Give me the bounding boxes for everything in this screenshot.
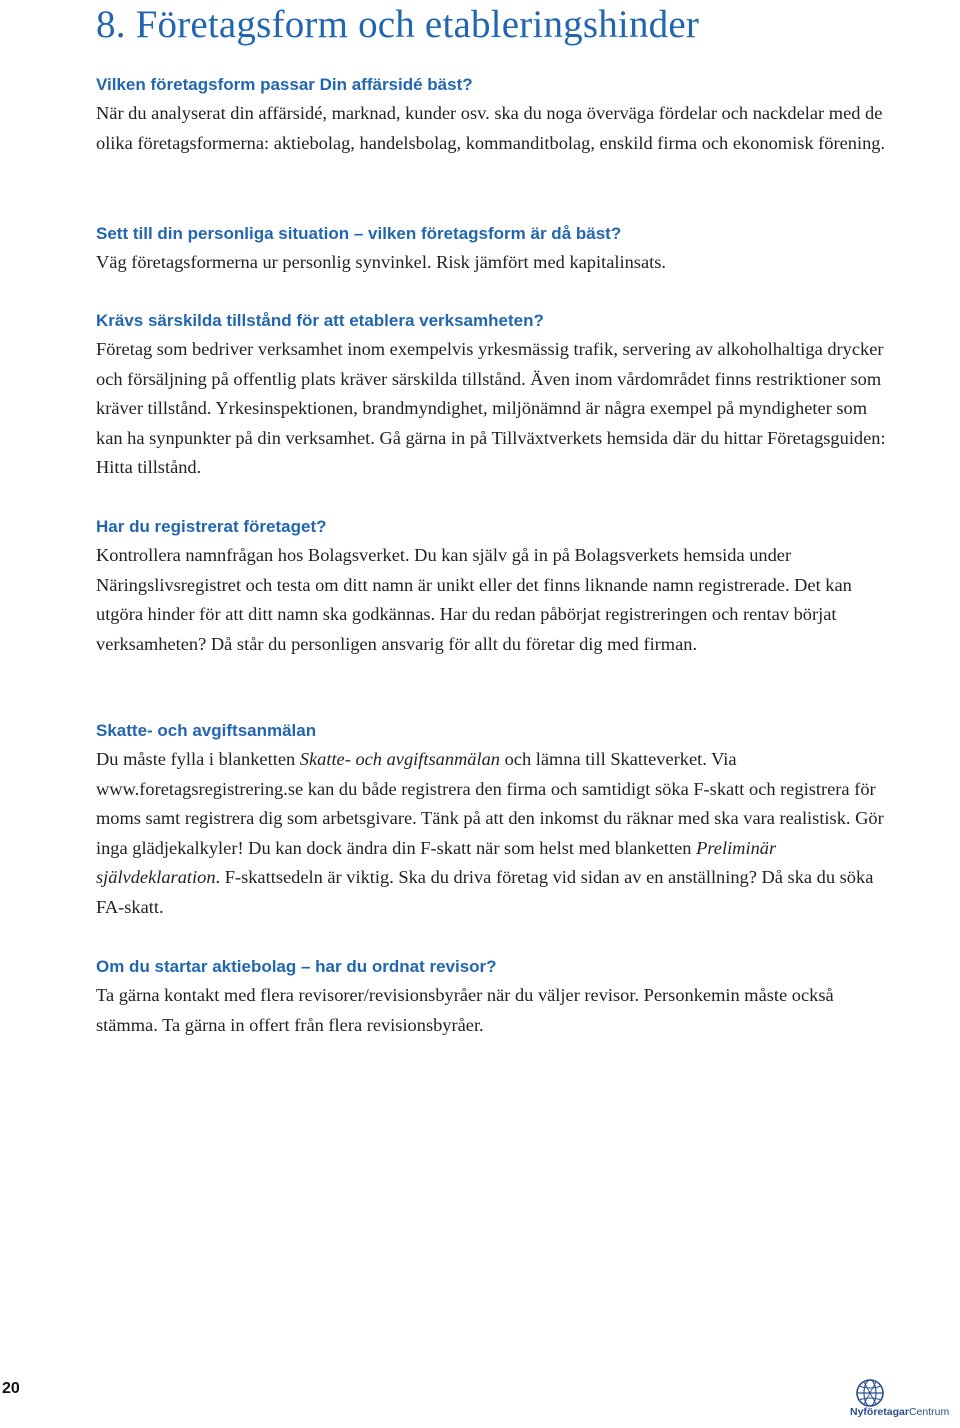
- globe-icon: [850, 1378, 890, 1408]
- page-number: 20: [2, 1380, 20, 1397]
- section-heading: Sett till din personliga situation – vilken företagsform är då bäst?: [96, 224, 622, 243]
- section-text: Väg företagsformerna ur personlig synvinkel. Risk jämfört med kapitalinsats.: [96, 252, 666, 272]
- section-personal-situation: [96, 219, 896, 278]
- page-title: 8. Företagsform och etableringshinder: [96, 3, 700, 46]
- logo-wordmark: [850, 1406, 960, 1418]
- text-part: . F-skattsedeln är viktig. Ska du driva företag vid sidan av en anställning? Då ska du söka FA-skatt.: [96, 867, 874, 917]
- section-heading: Vilken företagsform passar Din affärsidé bäst?: [96, 75, 473, 94]
- logo-text-part: Centrum: [908, 1406, 950, 1418]
- form-name-tax-registration: Skatte- och avgiftsanmälan: [299, 749, 500, 769]
- form-name-preliminary-declaration: Preliminär självdeklaration: [96, 837, 777, 887]
- section-auditor: [96, 952, 896, 1040]
- section-registration: [96, 512, 896, 659]
- section-heading: Skatte- och avgiftsanmälan: [96, 721, 317, 740]
- text-part: och lämna till Skatteverket. Via www.foretagsregistrering.se kan du både registrera den firma och samtidigt söka F-skatt och registrera för moms samt registrera dig som arbetsgivare. Tänk på att den inkomst du räknar med ska vara realistisk. Gör inga glädjekalkyler! Du kan dock ändra din F-skatt när som helst med blanketten: [96, 749, 884, 858]
- section-text: Kontrollera namnfrågan hos Bolagsverket. Du kan själv gå in på Bolagsverkets hemsida under Näringslivsregistret och testa om ditt namn är unikt eller det finns liknande namn registrerade. Det kan utgöra hinder för att ditt namn ska godkännas. Har du redan påbörjat registreringen och rentav börjat verksamheten? Då står du personligen ansvarig för allt du företar dig med firman.: [96, 545, 852, 654]
- section-business-form: [96, 70, 896, 158]
- text-part: Du måste fylla i blanketten: [96, 749, 300, 769]
- section-heading: Krävs särskilda tillstånd för att etablera verksamheten?: [96, 311, 544, 330]
- section-text: När du analyserat din affärsidé, marknad, kunder osv. ska du noga överväga fördelar och nackdelar med de olika företagsformerna: aktiebolag, handelsbolag, kommanditbolag, enskild firma och ekonomisk förening.: [96, 103, 886, 153]
- section-text: Ta gärna kontakt med flera revisorer/revisionsbyråer när du väljer revisor. Personkemin måste också stämma. Ta gärna in offert från flera revisionsbyråer.: [96, 985, 834, 1035]
- nyforetagarcentrum-logo: [850, 1378, 958, 1422]
- section-permits: [96, 306, 896, 483]
- section-tax-registration: [96, 716, 896, 922]
- logo-text-part: Nyföretagar: [850, 1406, 909, 1418]
- section-heading: Om du startar aktiebolag – har du ordnat revisor?: [96, 957, 497, 976]
- section-heading: Har du registrerat företaget?: [96, 517, 327, 536]
- section-text: Företag som bedriver verksamhet inom exempelvis yrkesmässig trafik, servering av alkoholhaltiga drycker och försäljning på offentlig plats kräver särskilda tillstånd. Även inom vårdområdet finns restriktioner som kräver tillstånd. Yrkesinspektionen, brandmyndighet, miljönämnd är några exempel på myndigheter som kan ha synpunkter på din verksamhet. Gå gärna in på Tillväxtverkets hemsida där du hittar Företagsguiden: Hitta tillstånd.: [96, 339, 886, 477]
- section-text: [96, 745, 896, 922]
